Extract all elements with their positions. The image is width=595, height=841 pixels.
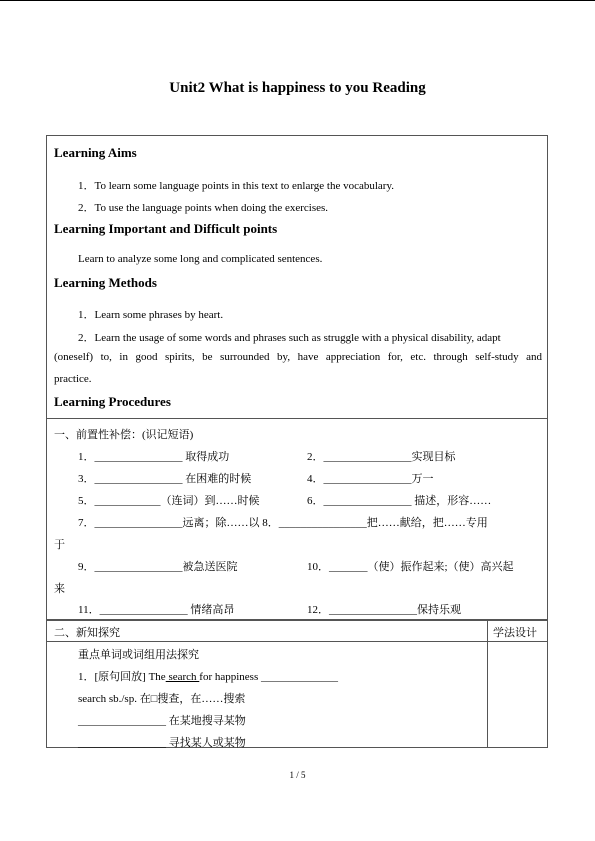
- phrase-8-wrap: 于: [54, 539, 65, 551]
- procedures-heading: Learning Procedures: [54, 394, 171, 409]
- phrase-7-8: 7．________________远离；除……以 8．________________把……献给，把……专用: [78, 517, 488, 529]
- example-1-prefix: 1．[原句回放] The: [78, 671, 166, 683]
- page-number: 1 / 5: [289, 770, 306, 780]
- usage-line-a: search sb./sp. 在□搜查，在……搜索: [78, 693, 246, 705]
- phrase-9: 9．________________被急送医院: [78, 561, 238, 573]
- methods-item-2-line-1: 2．Learn the usage of some words and phrases such as struggle with a physical disability, adapt: [78, 332, 501, 344]
- methods-item-2-line-3: practice.: [54, 373, 92, 385]
- usage-line-c: ________________ 寻找某人或某物: [78, 737, 246, 749]
- phrase-11: 11．________________ 情绪高昂: [78, 604, 235, 616]
- top-rule: [0, 0, 595, 1]
- example-1-suffix: for happiness ______________: [199, 671, 338, 683]
- phrase-12: 12．________________保持乐观: [307, 604, 461, 616]
- important-heading: Learning Important and Difficult points: [54, 221, 278, 236]
- phrase-10-wrap: 来: [54, 583, 65, 595]
- section2-table: [46, 620, 548, 748]
- methods-item-2-line-2: (oneself) to, in good spirits, be surrounded by, have appreciation for, etc. through self-study and: [54, 351, 542, 363]
- phrase-5: 5．____________（连词）到……时候: [78, 495, 260, 507]
- section2-title: 二、新知探究: [54, 627, 120, 639]
- aims-item-2: 2．To use the language points when doing the exercises.: [78, 202, 329, 214]
- section1-title: 一、前置性补偿：(识记短语): [54, 429, 194, 441]
- phrase-1: 1．________________ 取得成功: [78, 451, 230, 463]
- aims-heading: Learning Aims: [54, 145, 137, 160]
- usage-line-b: ________________ 在某地搜寻某物: [78, 715, 246, 727]
- section2-header-rule: [46, 641, 548, 642]
- example-1-keyword: search: [165, 671, 200, 683]
- methods-item-1: 1．Learn some phrases by heart.: [78, 309, 224, 321]
- phrase-2: 2．________________实现目标: [307, 451, 456, 463]
- section2-column-divider: [487, 620, 488, 748]
- example-1: [78, 668, 338, 684]
- page-title: Unit2 What is happiness to you Reading: [169, 80, 426, 96]
- aims-item-1: 1．To learn some language points in this text to enlarge the vocabulary.: [78, 180, 395, 192]
- phrase-10: 10．_______（使）振作起来;（使）高兴起: [307, 561, 514, 573]
- key-words-subtitle: 重点单词或词组用法探究: [78, 649, 199, 661]
- phrase-4: 4．________________万一: [307, 473, 434, 485]
- methods-heading: Learning Methods: [54, 275, 157, 290]
- phrase-3: 3．________________ 在困难的时候: [78, 473, 252, 485]
- important-text: Learn to analyze some long and complicated sentences.: [78, 253, 323, 265]
- study-design-header: 学法设计: [493, 627, 537, 639]
- phrase-6: 6．________________ 描述，形容……: [307, 495, 492, 507]
